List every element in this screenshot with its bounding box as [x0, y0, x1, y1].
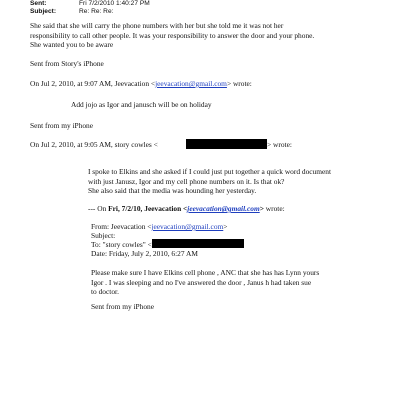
reply-line: responsibility to call other people. It was your responsibility to answer the door and your phone. — [30, 30, 315, 40]
original-line: Please make sure I have Elkins cell phone , ANC that she has has Lynn yours — [91, 268, 320, 277]
signature-iphone: Sent from my iPhone — [30, 121, 94, 130]
original-line: to doctor. — [91, 287, 119, 296]
nested-line: I spoke to Elkins and she asked if I could just put together a quick word document — [88, 167, 332, 176]
sent-label: Sent: — [30, 0, 47, 7]
sent-value: Fri 7/2/2010 1:40:27 PM — [79, 0, 150, 7]
fwd-to: To: "story cowles" < — [91, 240, 152, 249]
redaction-block — [152, 239, 244, 248]
redaction-block — [186, 139, 267, 149]
quote-header-jeevacation: On Jul 2, 2010, at 9:07 AM, Jeevacation <jeevacation@gmail.com> wrote: — [30, 79, 252, 88]
email-link[interactable]: jeevacation@gmail.com — [155, 79, 227, 88]
nested-line: with just Janusz, Igor and my cell phone numbers on it. Is that ok? — [88, 176, 285, 186]
fwd-subject: Subject: — [91, 231, 116, 240]
original-message — [91, 268, 319, 297]
quote-header-suffix: > wrote: — [267, 140, 292, 149]
fwd-from: From: Jeevacation <jeevacation@gmail.com> — [91, 222, 228, 231]
email-link[interactable]: jeevacation@gmail.com — [187, 204, 260, 213]
subject-value: Re: Re: Re: — [79, 8, 114, 15]
reply-line: She said that she will carry the phone numbers with her but she told me it was not her — [30, 21, 284, 30]
reply-paragraph — [30, 21, 314, 50]
reply-line: She wanted you to be aware — [30, 40, 114, 49]
signature-story-iphone: Sent from Story's iPhone — [30, 59, 104, 68]
quote-header-fri: --- On Fri, 7/2/10, Jeevacation <jeevacation@gmail.com> wrote: — [88, 204, 285, 213]
subject-label: Subject: — [30, 8, 57, 15]
original-line: Igor . I was sleeping and no I've answered the door , Janus h had taken sue — [91, 277, 312, 287]
fwd-date: Date: Friday, July 2, 2010, 6:27 AM — [91, 249, 198, 258]
nested-line: She also said that the media was hounding her yesterday. — [88, 186, 257, 195]
signature-iphone-nested: Sent from my iPhone — [91, 302, 155, 311]
nested-message — [88, 167, 331, 196]
message-add-jojo: Add jojo as Igor and janusch will be on holiday — [71, 100, 212, 109]
email-link[interactable]: jeevacation@gmail.com — [151, 222, 224, 231]
quote-header-story-cowles: On Jul 2, 2010, at 9:05 AM, story cowles < — [30, 140, 158, 149]
